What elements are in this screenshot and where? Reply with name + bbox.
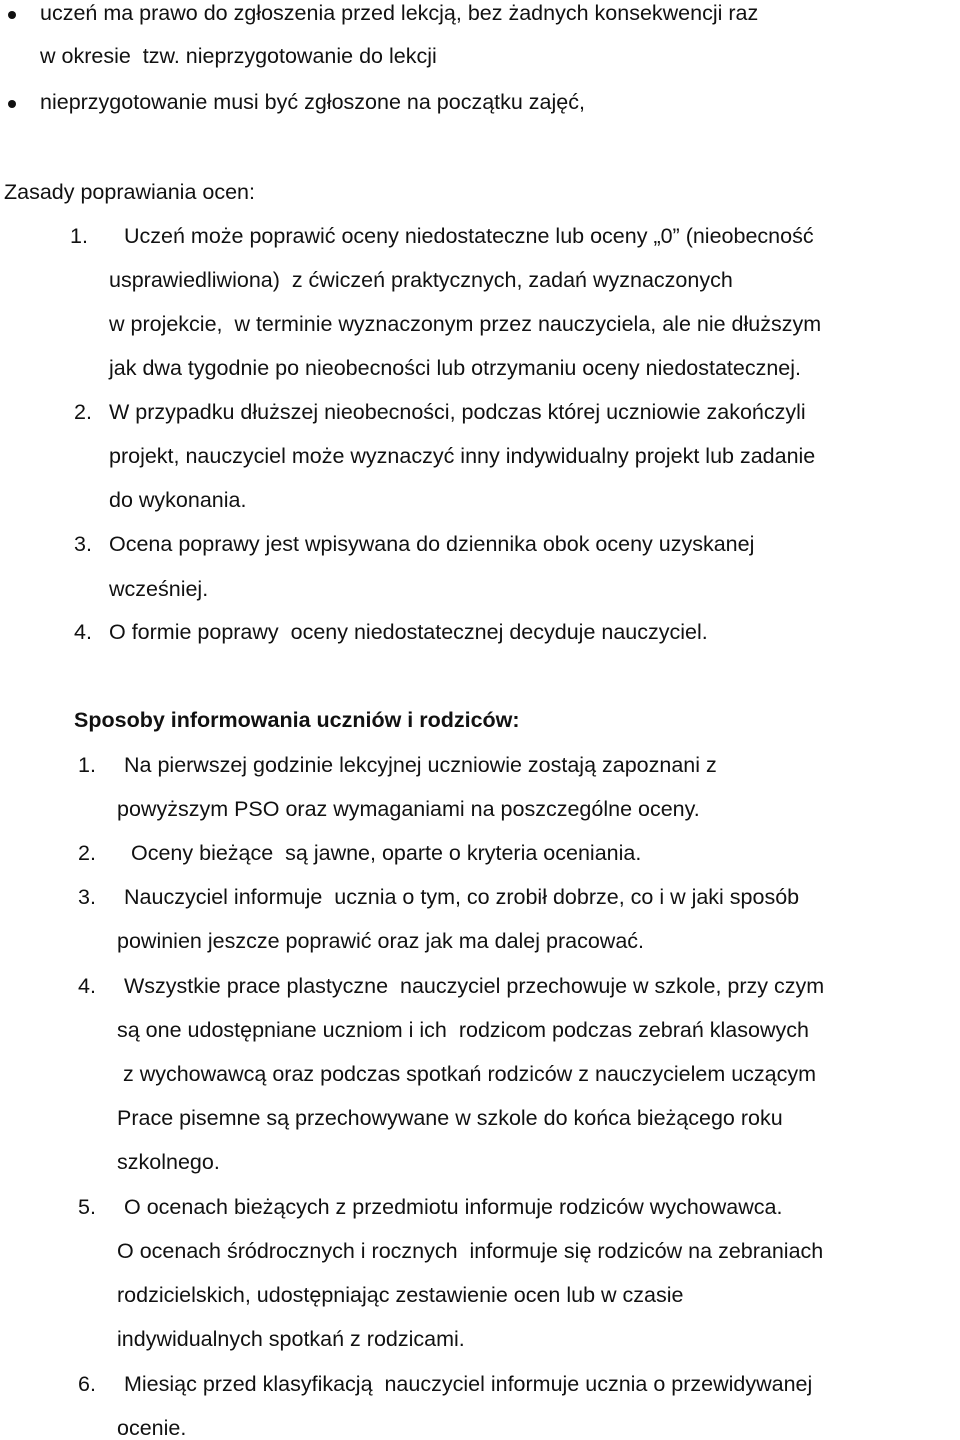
list-item-line: indywidualnych spotkań z rodzicami. — [117, 1327, 465, 1351]
section-heading: Sposoby informowania uczniów i rodziców: — [74, 708, 520, 732]
list-item-line: Wszystkie prace plastyczne nauczyciel przechowuje w szkole, przy czym — [124, 974, 825, 998]
bullet-icon — [8, 11, 16, 19]
list-number: 2. — [74, 400, 92, 424]
list-item-line: ocenie. — [117, 1416, 187, 1440]
section-heading: Zasady poprawiania ocen: — [4, 180, 255, 204]
list-item-line: powinien jeszcze poprawić oraz jak ma dalej pracować. — [117, 929, 645, 953]
list-number: 3. — [78, 885, 96, 909]
list-number: 6. — [78, 1372, 96, 1396]
list-item-line: O formie poprawy oceny niedostatecznej decyduje nauczyciel. — [109, 620, 708, 644]
list-item-line: wcześniej. — [109, 577, 209, 601]
list-item-line: projekt, nauczyciel może wyznaczyć inny indywidualny projekt lub zadanie — [109, 444, 816, 468]
list-item-line: są one udostępniane uczniom i ich rodzicom podczas zebrań klasowych — [117, 1018, 809, 1042]
list-item-line: rodzicielskich, udostępniając zestawienie ocen lub w czasie — [117, 1283, 684, 1307]
list-item-line: Nauczyciel informuje ucznia o tym, co zrobił dobrze, co i w jaki sposób — [124, 885, 800, 909]
bullet-icon — [8, 100, 16, 108]
list-number: 4. — [74, 620, 92, 644]
list-item-line: powyższym PSO oraz wymaganiami na poszczególne oceny. — [117, 797, 700, 821]
list-item-line: O ocenach śródrocznych i rocznych informuje się rodziców na zebraniach — [117, 1239, 824, 1263]
list-item-line: Prace pisemne są przechowywane w szkole do końca bieżącego roku — [117, 1106, 783, 1130]
list-item-line: jak dwa tygodnie po nieobecności lub otrzymaniu oceny niedostatecznej. — [109, 356, 802, 380]
list-item-line: W przypadku dłuższej nieobecności, podczas której uczniowie zakończyli — [109, 400, 806, 424]
list-item-line: usprawiedliwiona) z ćwiczeń praktycznych, zadań wyznaczonych — [109, 268, 733, 292]
bullet-text-line: nieprzygotowanie musi być zgłoszone na początku zajęć, — [40, 90, 585, 114]
list-number: 4. — [78, 974, 96, 998]
list-item-line: szkolnego. — [117, 1150, 220, 1174]
list-number: 1. — [70, 224, 88, 248]
list-number: 1. — [78, 753, 96, 777]
list-item-line: w projekcie, w terminie wyznaczonym przez nauczyciela, ale nie dłuższym — [109, 312, 822, 336]
list-item-line: Miesiąc przed klasyfikacją nauczyciel informuje ucznia o przewidywanej — [124, 1372, 813, 1396]
list-item-line: Oceny bieżące są jawne, oparte o kryteria oceniania. — [131, 841, 642, 865]
list-item-line: Na pierwszej godzinie lekcyjnej uczniowie zostają zapoznani z — [124, 753, 717, 777]
list-number: 5. — [78, 1195, 96, 1219]
list-item-line: z wychowawcą oraz podczas spotkań rodziców z nauczycielem uczącym — [117, 1062, 817, 1086]
list-item-line: Ocena poprawy jest wpisywana do dziennika obok oceny uzyskanej — [109, 532, 755, 556]
list-item-line: do wykonania. — [109, 488, 247, 512]
bullet-text-line: w okresie tzw. nieprzygotowanie do lekcji — [40, 44, 437, 68]
list-number: 2. — [78, 841, 96, 865]
list-item-line: Uczeń może poprawić oceny niedostateczne lub oceny „0” (nieobecność — [124, 224, 814, 248]
list-item-line: O ocenach bieżących z przedmiotu informuje rodziców wychowawca. — [124, 1195, 783, 1219]
bullet-text-line: uczeń ma prawo do zgłoszenia przed lekcją, bez żadnych konsekwencji raz — [40, 1, 759, 25]
list-number: 3. — [74, 532, 92, 556]
